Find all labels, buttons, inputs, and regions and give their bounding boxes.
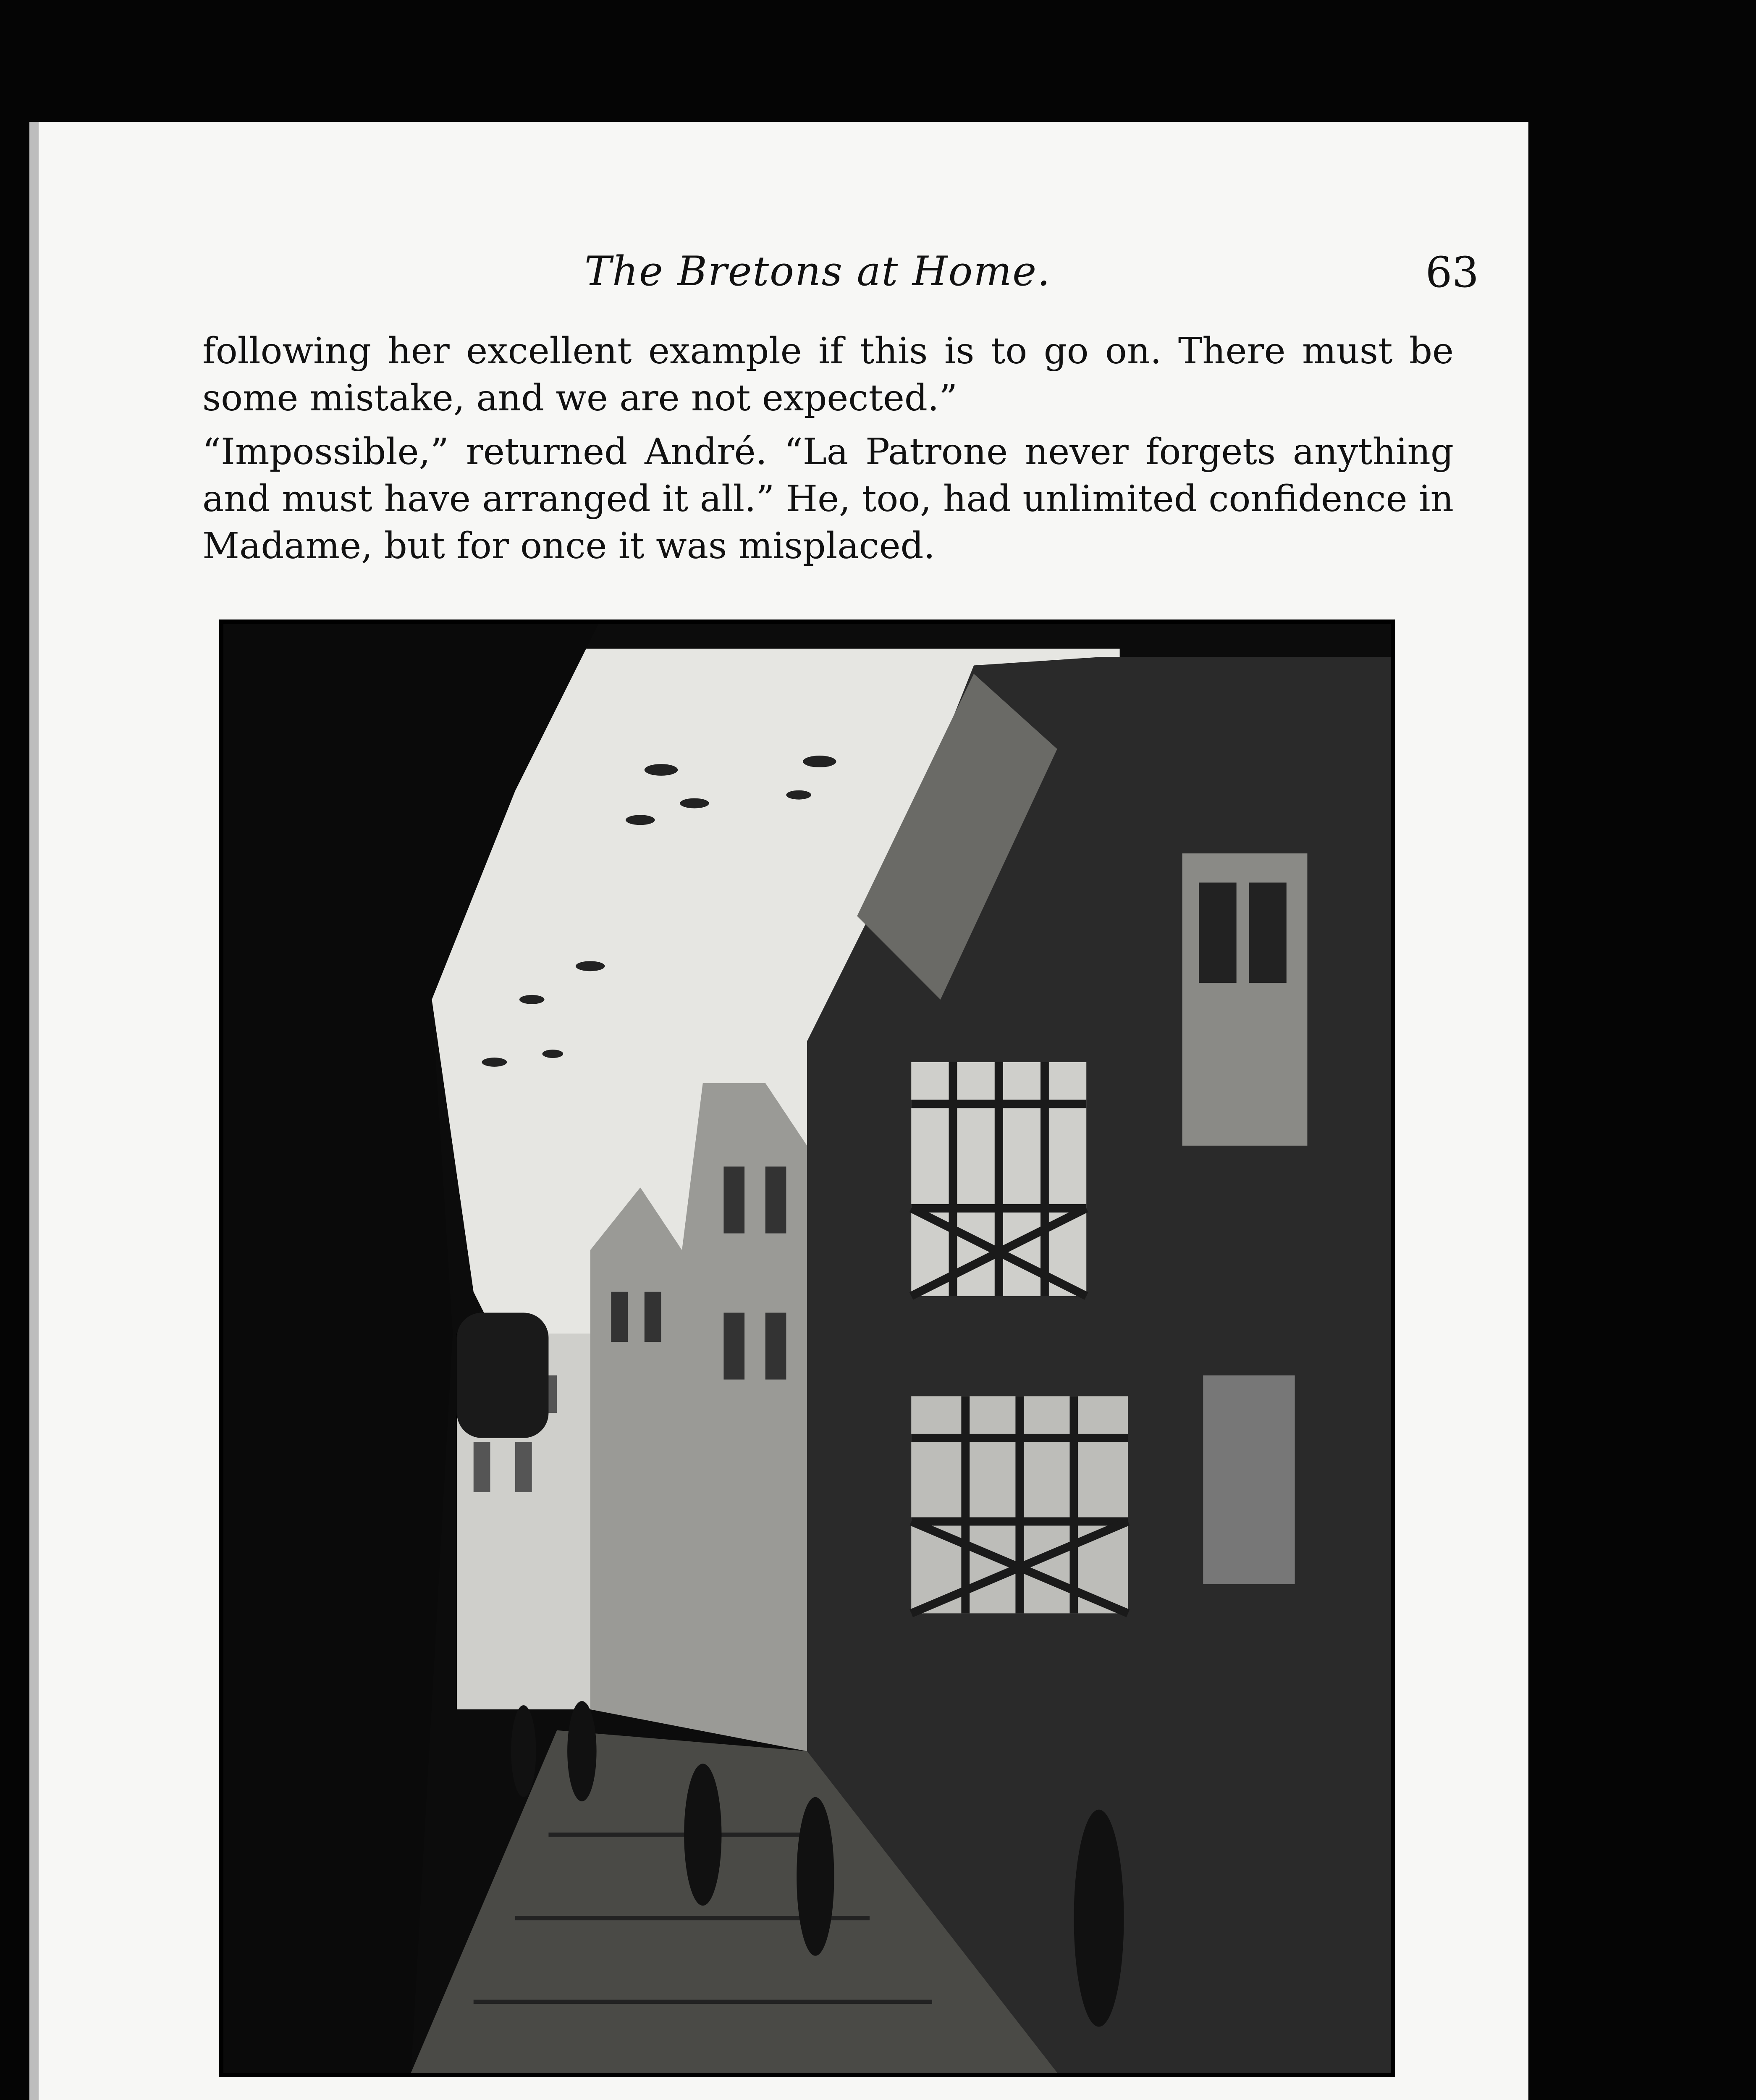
bird	[645, 764, 678, 776]
running-title: The Bretons at Home.	[584, 248, 1051, 295]
engraving-illustration	[219, 620, 1395, 2077]
pedestrian	[511, 1705, 536, 1797]
bird	[519, 995, 545, 1004]
paragraph: “Impossible,” returned André. “La Patrone never forgets anything and must have arranged it all.” He, too, had unlimited confidence in Madame, but for once it was misplaced.	[202, 431, 1454, 567]
pedestrian	[684, 1764, 721, 1906]
pedestrian	[797, 1797, 834, 1956]
street-scene-image	[223, 624, 1391, 2073]
page-header	[584, 248, 1479, 315]
bird	[543, 1050, 563, 1058]
bird	[803, 756, 836, 767]
bird	[482, 1058, 507, 1067]
pedestrian	[1074, 1810, 1124, 2027]
bird	[626, 815, 655, 825]
paragraph: following her excellent example if this is to go on. There must be some mistake, and we are not expected.”	[202, 330, 1454, 419]
book-page	[29, 122, 1528, 2100]
page-number: 63	[1425, 248, 1479, 297]
bird	[680, 798, 709, 808]
pedestrian	[567, 1701, 597, 1801]
bird	[786, 790, 811, 800]
bird	[576, 961, 605, 971]
